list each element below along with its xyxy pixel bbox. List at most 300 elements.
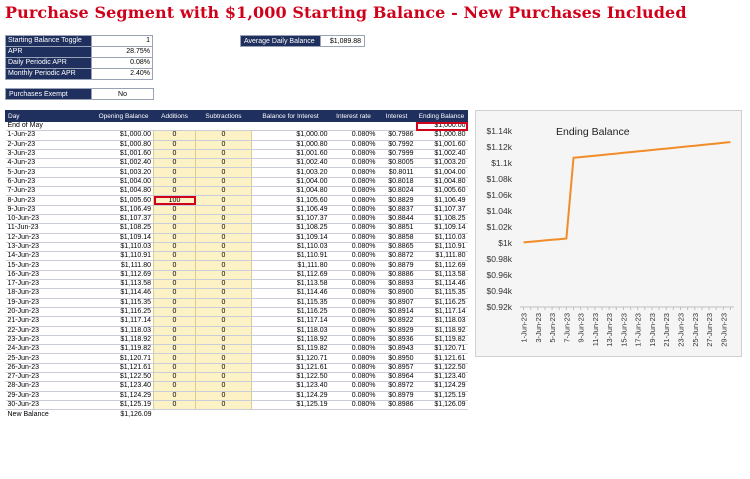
x-tick-label: 13-Jun-23 xyxy=(605,313,615,347)
opening-balance-cell[interactable]: $1,121.61 xyxy=(94,363,154,372)
balance-for-interest-cell[interactable]: $1,003.20 xyxy=(252,168,330,177)
table-row xyxy=(6,242,468,251)
subtractions-cell[interactable]: 0 xyxy=(196,373,252,382)
y-tick-label: $1k xyxy=(498,238,512,248)
interest-cell[interactable]: $0.8979 xyxy=(378,391,416,400)
subtractions-cell[interactable]: 0 xyxy=(196,187,252,196)
subtractions-cell[interactable]: 0 xyxy=(196,252,252,261)
ending-balance-cell[interactable]: $1,110.91 xyxy=(416,242,468,251)
interest-rate-cell[interactable]: 0.080% xyxy=(330,317,378,326)
interest-rate-cell[interactable]: 0.080% xyxy=(330,159,378,168)
opening-balance-cell[interactable]: $1,114.46 xyxy=(94,289,154,298)
interest-cell[interactable]: $0.8851 xyxy=(378,224,416,233)
table-row xyxy=(6,317,468,326)
parameters-table xyxy=(5,35,153,80)
balance-for-interest-cell[interactable]: $1,112.69 xyxy=(252,270,330,279)
opening-balance-cell[interactable]: $1,123.40 xyxy=(94,382,154,391)
interest-rate-cell[interactable]: 0.080% xyxy=(330,242,378,251)
col-header-ending-balance: Ending Balance xyxy=(416,111,468,122)
interest-rate-cell[interactable]: 0.080% xyxy=(330,400,378,409)
opening-balance-cell[interactable]: $1,117.14 xyxy=(94,317,154,326)
additions-cell[interactable]: 0 xyxy=(154,205,196,214)
balance-for-interest-cell[interactable]: $1,125.19 xyxy=(252,400,330,409)
interest-rate-cell[interactable]: 0.080% xyxy=(330,354,378,363)
col-header-day: Day xyxy=(6,111,94,122)
subtractions-cell[interactable]: 0 xyxy=(196,280,252,289)
day-cell[interactable]: 17-Jun-23 xyxy=(6,280,94,289)
x-tick-label: 19-Jun-23 xyxy=(647,313,657,347)
additions-cell[interactable]: 0 xyxy=(154,149,196,158)
ending-balance-cell[interactable]: $1,116.25 xyxy=(416,298,468,307)
new-balance-value[interactable]: $1,126.09 xyxy=(120,410,152,418)
interest-rate-cell[interactable]: 0.080% xyxy=(330,280,378,289)
interest-cell[interactable]: $0.7986 xyxy=(378,131,416,140)
balance-for-interest-cell[interactable]: $1,000.00 xyxy=(252,131,330,140)
interest-cell[interactable]: $0.7992 xyxy=(378,140,416,149)
day-cell[interactable]: 29-Jun-23 xyxy=(6,391,94,400)
subtractions-cell[interactable]: 0 xyxy=(196,233,252,242)
y-tick-label: $1.12k xyxy=(486,142,512,152)
balance-for-interest-cell[interactable]: $1,001.60 xyxy=(252,149,330,158)
table-row xyxy=(6,224,468,233)
ending-balance-cell[interactable]: $1,118.92 xyxy=(416,326,468,335)
col-header-additions: Additions xyxy=(154,111,196,122)
balance-for-interest-cell[interactable]: $1,002.40 xyxy=(252,159,330,168)
table-header-row xyxy=(6,111,468,122)
day-cell[interactable]: 20-Jun-23 xyxy=(6,307,94,316)
ending-balance-cell[interactable]: $1,107.37 xyxy=(416,205,468,214)
interest-rate-cell[interactable]: 0.080% xyxy=(330,391,378,400)
balance-for-interest-cell[interactable]: $1,108.25 xyxy=(252,224,330,233)
balance-for-interest-cell[interactable]: $1,124.29 xyxy=(252,391,330,400)
balance-for-interest-cell[interactable]: $1,123.40 xyxy=(252,382,330,391)
x-tick-label: 5-Jun-23 xyxy=(548,313,558,343)
subtractions-cell[interactable]: 0 xyxy=(196,168,252,177)
opening-balance-cell[interactable]: $1,000.80 xyxy=(94,140,154,149)
subtractions-cell[interactable]: 0 xyxy=(196,345,252,354)
day-cell[interactable]: 8-Jun-23 xyxy=(6,196,94,205)
balance-for-interest-cell[interactable]: $1,120.71 xyxy=(252,354,330,363)
interest-cell[interactable]: $0.8018 xyxy=(378,177,416,186)
day-cell[interactable]: 11-Jun-23 xyxy=(6,224,94,233)
balance-for-interest-cell[interactable]: $1,106.49 xyxy=(252,205,330,214)
page-title: Purchase Segment with $1,000 Starting Balance - New Purchases Included xyxy=(5,3,687,22)
param-value[interactable]: 0.08% xyxy=(91,58,152,69)
balance-for-interest-cell[interactable]: $1,107.37 xyxy=(252,214,330,223)
y-tick-label: $1.06k xyxy=(486,190,512,200)
y-tick-label: $0.94k xyxy=(486,286,512,296)
ending-balance-cell[interactable]: $1,111.80 xyxy=(416,252,468,261)
interest-cell[interactable]: $0.8922 xyxy=(378,317,416,326)
ending-balance-cell[interactable]: $1,004.80 xyxy=(416,177,468,186)
interest-cell[interactable]: $0.8837 xyxy=(378,205,416,214)
additions-cell[interactable]: 0 xyxy=(154,335,196,344)
additions-cell[interactable]: 0 xyxy=(154,187,196,196)
interest-rate-cell[interactable]: 0.080% xyxy=(330,140,378,149)
additions-cell[interactable]: 0 xyxy=(154,177,196,186)
opening-balance-cell[interactable]: $1,108.25 xyxy=(94,224,154,233)
interest-cell[interactable]: $0.8024 xyxy=(378,187,416,196)
interest-rate-cell[interactable]: 0.080% xyxy=(330,205,378,214)
table-row xyxy=(6,233,468,242)
ending-balance-cell[interactable]: $1,000.80 xyxy=(416,131,468,140)
interest-rate-cell[interactable]: 0.080% xyxy=(330,326,378,335)
additions-cell[interactable]: 0 xyxy=(154,382,196,391)
param-label: APR xyxy=(6,47,92,58)
opening-balance-cell[interactable]: $1,000.00 xyxy=(94,131,154,140)
balance-for-interest-cell[interactable]: $1,110.91 xyxy=(252,252,330,261)
ending-balance-cell[interactable]: $1,003.20 xyxy=(416,159,468,168)
day-cell[interactable]: 16-Jun-23 xyxy=(6,270,94,279)
table-row xyxy=(6,187,468,196)
x-tick-label: 29-Jun-23 xyxy=(719,313,729,347)
interest-cell[interactable]: $0.8005 xyxy=(378,159,416,168)
additions-cell[interactable]: 0 xyxy=(154,131,196,140)
ending-balance-cell[interactable]: $1,112.69 xyxy=(416,261,468,270)
interest-cell[interactable]: $0.8900 xyxy=(378,289,416,298)
subtractions-cell[interactable]: 0 xyxy=(196,224,252,233)
interest-rate-cell[interactable]: 0.080% xyxy=(330,289,378,298)
ending-balance-cell[interactable]: $1,124.29 xyxy=(416,382,468,391)
table-row xyxy=(6,131,468,140)
ending-balance-cell[interactable]: $1,109.14 xyxy=(416,224,468,233)
day-cell[interactable]: 28-Jun-23 xyxy=(6,382,94,391)
balance-for-interest-cell[interactable]: $1,000.80 xyxy=(252,140,330,149)
param-row xyxy=(6,58,153,69)
opening-balance-cell[interactable]: $1,111.80 xyxy=(94,261,154,270)
day-cell[interactable]: 19-Jun-23 xyxy=(6,298,94,307)
table-row xyxy=(6,214,468,223)
balance-for-interest-cell[interactable]: $1,119.82 xyxy=(252,345,330,354)
day-cell[interactable]: 24-Jun-23 xyxy=(6,345,94,354)
day-cell[interactable]: 12-Jun-23 xyxy=(6,233,94,242)
additions-cell[interactable]: 0 xyxy=(154,307,196,316)
interest-rate-cell[interactable]: 0.080% xyxy=(330,252,378,261)
subtractions-cell[interactable]: 0 xyxy=(196,214,252,223)
opening-balance-cell[interactable]: $1,118.03 xyxy=(94,326,154,335)
day-cell[interactable]: 26-Jun-23 xyxy=(6,363,94,372)
ending-balance-cell[interactable]: $1,110.03 xyxy=(416,233,468,242)
additions-cell[interactable]: 0 xyxy=(154,168,196,177)
interest-cell[interactable]: $0.8957 xyxy=(378,363,416,372)
subtractions-cell[interactable]: 0 xyxy=(196,131,252,140)
balance-for-interest-cell[interactable]: $1,118.92 xyxy=(252,335,330,344)
opening-balance-cell[interactable]: $1,110.03 xyxy=(94,242,154,251)
subtractions-cell[interactable]: 0 xyxy=(196,363,252,372)
balance-for-interest-cell[interactable]: $1,109.14 xyxy=(252,233,330,242)
balance-for-interest-cell[interactable]: $1,105.60 xyxy=(252,196,330,205)
balance-for-interest-cell[interactable]: $1,004.00 xyxy=(252,177,330,186)
table-row xyxy=(6,391,468,400)
table-row xyxy=(6,382,468,391)
subtractions-cell[interactable]: 0 xyxy=(196,140,252,149)
interest-rate-cell[interactable]: 0.080% xyxy=(330,382,378,391)
additions-cell[interactable]: 0 xyxy=(154,233,196,242)
interest-rate-cell[interactable]: 0.080% xyxy=(330,363,378,372)
opening-balance-cell[interactable]: $1,116.25 xyxy=(94,307,154,316)
day-cell[interactable]: 25-Jun-23 xyxy=(6,354,94,363)
param-value[interactable]: 2.40% xyxy=(91,69,152,80)
additions-cell[interactable]: 0 xyxy=(154,289,196,298)
day-cell[interactable]: 13-Jun-23 xyxy=(6,242,94,251)
ending-balance-cell[interactable]: $1,108.25 xyxy=(416,214,468,223)
opening-balance-cell[interactable]: $1,124.29 xyxy=(94,391,154,400)
additions-cell[interactable]: 0 xyxy=(154,140,196,149)
subtractions-cell[interactable]: 0 xyxy=(196,261,252,270)
day-cell[interactable]: 22-Jun-23 xyxy=(6,326,94,335)
day-cell[interactable]: 27-Jun-23 xyxy=(6,373,94,382)
additions-cell[interactable]: 0 xyxy=(154,252,196,261)
table-row xyxy=(6,177,468,186)
opening-balance-cell[interactable]: $1,005.60 xyxy=(94,196,154,205)
table-row xyxy=(6,289,468,298)
table-row xyxy=(6,326,468,335)
additions-cell[interactable]: 0 xyxy=(154,280,196,289)
interest-cell[interactable]: $0.8936 xyxy=(378,335,416,344)
balance-for-interest-cell[interactable]: $1,122.50 xyxy=(252,373,330,382)
subtractions-cell[interactable]: 0 xyxy=(196,326,252,335)
additions-cell[interactable]: 0 xyxy=(154,298,196,307)
interest-cell[interactable]: $0.8829 xyxy=(378,196,416,205)
opening-balance-cell[interactable]: $1,112.69 xyxy=(94,270,154,279)
balance-for-interest-cell[interactable]: $1,111.80 xyxy=(252,261,330,270)
interest-rate-cell[interactable]: 0.080% xyxy=(330,345,378,354)
balance-for-interest-cell[interactable]: $1,113.58 xyxy=(252,280,330,289)
balance-for-interest-cell[interactable]: $1,121.61 xyxy=(252,363,330,372)
col-header-interest: Interest xyxy=(378,111,416,122)
new-balance-row xyxy=(6,410,468,419)
subtractions-cell[interactable]: 0 xyxy=(196,159,252,168)
day-cell[interactable]: 9-Jun-23 xyxy=(6,205,94,214)
interest-rate-cell[interactable]: 0.080% xyxy=(330,233,378,242)
param-label: Monthly Periodic APR xyxy=(6,69,92,80)
subtractions-cell[interactable]: 0 xyxy=(196,391,252,400)
ending-balance-cell[interactable]: $1,123.40 xyxy=(416,373,468,382)
ending-balance-cell[interactable]: $1,118.03 xyxy=(416,317,468,326)
ending-balance-cell[interactable]: $1,120.71 xyxy=(416,345,468,354)
interest-cell[interactable]: $0.8929 xyxy=(378,326,416,335)
subtractions-cell[interactable]: 0 xyxy=(196,205,252,214)
day-cell[interactable]: 3-Jun-23 xyxy=(6,149,94,158)
opening-balance-cell[interactable]: $1,122.50 xyxy=(94,373,154,382)
additions-cell[interactable]: 0 xyxy=(154,373,196,382)
interest-cell[interactable]: $0.8914 xyxy=(378,307,416,316)
additions-cell[interactable]: 0 xyxy=(154,224,196,233)
interest-cell[interactable]: $0.8907 xyxy=(378,298,416,307)
interest-cell[interactable]: $0.8972 xyxy=(378,382,416,391)
table-row xyxy=(6,363,468,372)
additions-cell[interactable]: 100 xyxy=(154,196,196,205)
ending-balance-cell[interactable]: $1,106.49 xyxy=(416,196,468,205)
day-cell[interactable]: 6-Jun-23 xyxy=(6,177,94,186)
additions-cell[interactable]: 0 xyxy=(154,345,196,354)
opening-balance-cell[interactable]: $1,118.92 xyxy=(94,335,154,344)
day-cell[interactable]: 1-Jun-23 xyxy=(6,131,94,140)
interest-rate-cell[interactable]: 0.080% xyxy=(330,335,378,344)
interest-rate-cell[interactable]: 0.080% xyxy=(330,177,378,186)
subtractions-cell[interactable]: 0 xyxy=(196,270,252,279)
opening-balance-cell[interactable]: $1,110.91 xyxy=(94,252,154,261)
day-cell[interactable]: 23-Jun-23 xyxy=(6,335,94,344)
ending-balance-cell[interactable]: $1,005.60 xyxy=(416,187,468,196)
interest-rate-cell[interactable]: 0.080% xyxy=(330,373,378,382)
interest-cell[interactable]: $0.8872 xyxy=(378,252,416,261)
balance-for-interest-cell[interactable]: $1,004.80 xyxy=(252,187,330,196)
interest-cell[interactable]: $0.8950 xyxy=(378,354,416,363)
interest-rate-cell[interactable]: 0.080% xyxy=(330,168,378,177)
average-daily-balance-value[interactable]: $1,089.88 xyxy=(321,36,365,47)
ending-balance-cell[interactable]: $1,001.60 xyxy=(416,140,468,149)
ending-balance-cell[interactable]: $1,004.00 xyxy=(416,168,468,177)
opening-balance-cell[interactable]: $1,119.82 xyxy=(94,345,154,354)
table-row xyxy=(6,400,468,409)
interest-rate-cell[interactable]: 0.080% xyxy=(330,196,378,205)
ending-balance-cell[interactable]: $1,113.58 xyxy=(416,270,468,279)
table-row xyxy=(6,270,468,279)
ending-balance-cell[interactable]: $1,119.82 xyxy=(416,335,468,344)
balance-table xyxy=(5,110,468,419)
ending-balance-cell[interactable]: $1,002.40 xyxy=(416,149,468,158)
opening-balance-cell[interactable]: $1,003.20 xyxy=(94,168,154,177)
table-row xyxy=(6,140,468,149)
y-tick-label: $0.96k xyxy=(486,270,512,280)
subtractions-cell[interactable]: 0 xyxy=(196,196,252,205)
subtractions-cell[interactable]: 0 xyxy=(196,354,252,363)
subtractions-cell[interactable]: 0 xyxy=(196,335,252,344)
balance-for-interest-cell[interactable]: $1,115.35 xyxy=(252,298,330,307)
y-tick-label: $0.98k xyxy=(486,254,512,264)
interest-rate-cell[interactable]: 0.080% xyxy=(330,261,378,270)
additions-cell[interactable]: 0 xyxy=(154,400,196,409)
interest-rate-cell[interactable]: 0.080% xyxy=(330,224,378,233)
subtractions-cell[interactable]: 0 xyxy=(196,382,252,391)
opening-balance-cell[interactable]: $1,004.80 xyxy=(94,187,154,196)
additions-cell[interactable]: 0 xyxy=(154,214,196,223)
additions-cell[interactable]: 0 xyxy=(154,326,196,335)
day-cell[interactable]: 7-Jun-23 xyxy=(6,187,94,196)
opening-balance-cell[interactable]: $1,125.19 xyxy=(94,400,154,409)
end-of-may-value[interactable]: $1,000.00 xyxy=(416,122,468,131)
ending-balance-cell[interactable]: $1,117.14 xyxy=(416,307,468,316)
end-of-may-label: End of May xyxy=(6,122,94,131)
table-row xyxy=(6,298,468,307)
subtractions-cell[interactable]: 0 xyxy=(196,298,252,307)
opening-balance-cell[interactable]: $1,109.14 xyxy=(94,233,154,242)
ending-balance-cell[interactable]: $1,115.35 xyxy=(416,289,468,298)
x-tick-label: 11-Jun-23 xyxy=(590,313,600,347)
y-tick-label: $0.92k xyxy=(486,302,512,312)
interest-cell[interactable]: $0.8858 xyxy=(378,233,416,242)
day-cell[interactable]: 21-Jun-23 xyxy=(6,317,94,326)
interest-cell[interactable]: $0.8865 xyxy=(378,242,416,251)
subtractions-cell[interactable]: 0 xyxy=(196,289,252,298)
additions-cell[interactable]: 0 xyxy=(154,391,196,400)
interest-rate-cell[interactable]: 0.080% xyxy=(330,214,378,223)
additions-cell[interactable]: 0 xyxy=(154,159,196,168)
subtractions-cell[interactable]: 0 xyxy=(196,400,252,409)
additions-cell[interactable]: 0 xyxy=(154,317,196,326)
subtractions-cell[interactable]: 0 xyxy=(196,317,252,326)
day-cell[interactable]: 18-Jun-23 xyxy=(6,289,94,298)
interest-rate-cell[interactable]: 0.080% xyxy=(330,149,378,158)
opening-balance-cell[interactable]: $1,113.58 xyxy=(94,280,154,289)
opening-balance-cell[interactable]: $1,004.00 xyxy=(94,177,154,186)
interest-rate-cell[interactable]: 0.080% xyxy=(330,298,378,307)
day-cell[interactable]: 2-Jun-23 xyxy=(6,140,94,149)
balance-for-interest-cell[interactable]: $1,110.03 xyxy=(252,242,330,251)
interest-cell[interactable]: $0.8886 xyxy=(378,270,416,279)
balance-for-interest-cell[interactable]: $1,117.14 xyxy=(252,317,330,326)
opening-balance-cell[interactable]: $1,115.35 xyxy=(94,298,154,307)
ending-balance-chart xyxy=(475,110,742,357)
interest-rate-cell[interactable]: 0.080% xyxy=(330,307,378,316)
y-tick-label: $1.1k xyxy=(491,158,512,168)
day-cell[interactable]: 14-Jun-23 xyxy=(6,252,94,261)
additions-cell[interactable]: 0 xyxy=(154,363,196,372)
end-of-may-row xyxy=(6,122,468,131)
interest-cell[interactable]: $0.8943 xyxy=(378,345,416,354)
balance-for-interest-cell[interactable]: $1,116.25 xyxy=(252,307,330,316)
opening-balance-cell[interactable]: $1,001.60 xyxy=(94,149,154,158)
opening-balance-cell[interactable]: $1,002.40 xyxy=(94,159,154,168)
opening-balance-cell[interactable]: $1,106.49 xyxy=(94,205,154,214)
ending-balance-cell[interactable]: $1,122.50 xyxy=(416,363,468,372)
x-tick-label: 3-Jun-23 xyxy=(533,313,543,343)
opening-balance-cell[interactable]: $1,120.71 xyxy=(94,354,154,363)
additions-cell[interactable]: 0 xyxy=(154,261,196,270)
balance-for-interest-cell[interactable]: $1,114.46 xyxy=(252,289,330,298)
ending-balance-cell[interactable]: $1,126.09 xyxy=(416,400,468,409)
param-value[interactable]: 1 xyxy=(91,36,152,47)
new-balance-label: New Balance xyxy=(7,410,49,418)
interest-cell[interactable]: $0.8964 xyxy=(378,373,416,382)
x-tick-label: 25-Jun-23 xyxy=(690,313,700,347)
interest-cell[interactable]: $0.7999 xyxy=(378,149,416,158)
subtractions-cell[interactable]: 0 xyxy=(196,307,252,316)
day-cell[interactable]: 4-Jun-23 xyxy=(6,159,94,168)
interest-cell[interactable]: $0.8011 xyxy=(378,168,416,177)
y-tick-label: $1.14k xyxy=(486,126,512,136)
ending-balance-cell[interactable]: $1,125.19 xyxy=(416,391,468,400)
day-cell[interactable]: 30-Jun-23 xyxy=(6,400,94,409)
interest-cell[interactable]: $0.8844 xyxy=(378,214,416,223)
interest-cell[interactable]: $0.8879 xyxy=(378,261,416,270)
subtractions-cell[interactable]: 0 xyxy=(196,177,252,186)
subtractions-cell[interactable]: 0 xyxy=(196,149,252,158)
interest-rate-cell[interactable]: 0.080% xyxy=(330,131,378,140)
ending-balance-cell[interactable]: $1,114.46 xyxy=(416,280,468,289)
day-cell[interactable]: 10-Jun-23 xyxy=(6,214,94,223)
x-tick-label: 7-Jun-23 xyxy=(562,313,572,343)
table-row xyxy=(6,149,468,158)
additions-cell[interactable]: 0 xyxy=(154,270,196,279)
balance-for-interest-cell[interactable]: $1,118.03 xyxy=(252,326,330,335)
purchases-exempt-value[interactable]: No xyxy=(92,89,154,100)
ending-balance-cell[interactable]: $1,121.61 xyxy=(416,354,468,363)
interest-rate-cell[interactable]: 0.080% xyxy=(330,270,378,279)
opening-balance-cell[interactable]: $1,107.37 xyxy=(94,214,154,223)
interest-rate-cell[interactable]: 0.080% xyxy=(330,187,378,196)
subtractions-cell[interactable]: 0 xyxy=(196,242,252,251)
day-cell[interactable]: 15-Jun-23 xyxy=(6,261,94,270)
additions-cell[interactable]: 0 xyxy=(154,354,196,363)
interest-cell[interactable]: $0.8893 xyxy=(378,280,416,289)
additions-cell[interactable]: 0 xyxy=(154,242,196,251)
param-value[interactable]: 28.75% xyxy=(91,47,152,58)
interest-cell[interactable]: $0.8986 xyxy=(378,400,416,409)
x-tick-label: 9-Jun-23 xyxy=(576,313,586,343)
day-cell[interactable]: 5-Jun-23 xyxy=(6,168,94,177)
